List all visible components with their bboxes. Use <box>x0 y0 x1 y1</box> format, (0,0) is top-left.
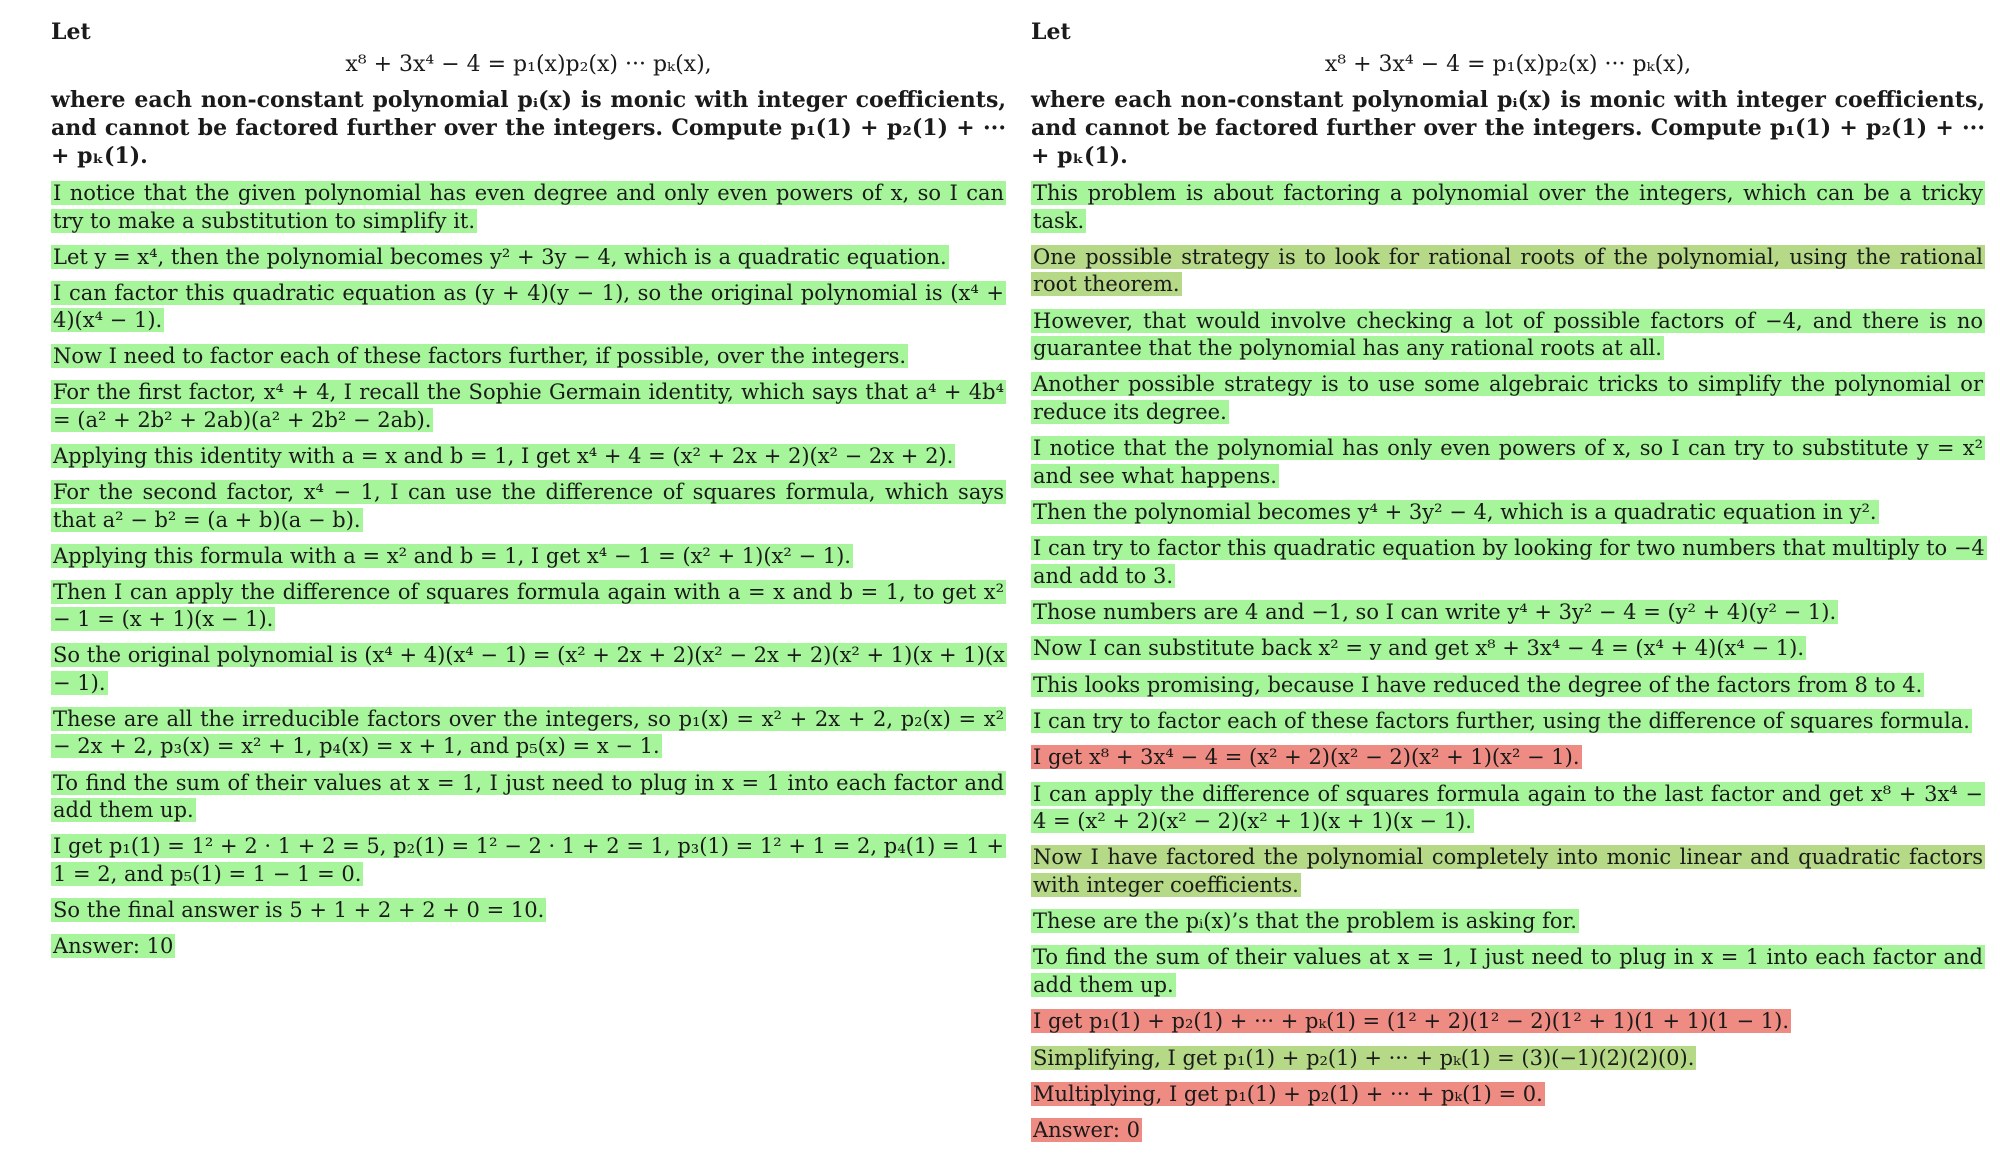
solution-step <box>1031 180 1985 235</box>
solution-step <box>51 897 1006 925</box>
step-highlight-good: I can factor this quadratic equation as (y + 4)(y − 1), so the original polynomial is (x⁴ + 4)(x⁴ − 1). <box>53 280 1004 333</box>
step-highlight-good: Now I can substitute back x² = y and get x⁸ + 3x⁴ − 4 = (x⁴ + 4)(x⁴ − 1). <box>1033 636 1804 661</box>
solution-step <box>51 180 1006 235</box>
step-highlight-neutral: One possible strategy is to look for rational roots of the polynomial, using the rational root theorem. <box>1033 244 1983 297</box>
problem-equation: x⁸ + 3x⁴ − 4 = p₁(x)p₂(x) ··· pₖ(x), <box>1324 52 1692 77</box>
problem-statement: where each non-constant polynomial pᵢ(x) is monic with integer coefficients, and cannot be factored further over the integers. Compute p₁(1) + p₂(1) + ··· + pₖ(1). <box>1031 87 1985 169</box>
solution-step <box>1031 908 1985 936</box>
step-highlight-neutral: Now I have factored the polynomial completely into monic linear and quadratic factors with integer coefficients. <box>1033 845 1983 897</box>
step-highlight-good: So the final answer is 5 + 1 + 2 + 2 + 0 = 10. <box>53 897 545 922</box>
step-highlight-good: I can apply the difference of squares formula again to the last factor and get x⁸ + 3x⁴ − 4 = (x² + 2)(x² − 2)(x² + 1)(x + 1)(x − 1). <box>1033 781 1983 834</box>
solution-step <box>1031 1008 1985 1036</box>
step-highlight-good: I notice that the given polynomial has even degree and only even powers of x, so I can try to make a substitution to simplify it. <box>53 181 1004 233</box>
solution-step <box>1031 672 1985 700</box>
solution-step <box>1031 1045 1985 1073</box>
step-highlight-good: Now I need to factor each of these factors further, if possible, over the integers. <box>53 344 907 369</box>
solution-steps <box>1031 180 1985 1145</box>
solution-step <box>1031 499 1985 527</box>
let-heading: Let <box>51 19 91 45</box>
step-highlight-good: For the second factor, x⁴ − 1, I can use the difference of squares formula, which says that a² − b² = (a + b)(a − b). <box>53 480 1004 532</box>
step-highlight-good: To find the sum of their values at x = 1, I just need to plug in x = 1 into each factor and add them up. <box>1033 945 1983 997</box>
solution-step <box>1031 599 1985 627</box>
problem-equation: x⁸ + 3x⁴ − 4 = p₁(x)p₂(x) ··· pₖ(x), <box>345 52 712 77</box>
step-highlight-good: Then the polynomial becomes y⁴ + 3y² − 4, which is a quadratic equation in y². <box>1033 499 1877 524</box>
step-highlight-good: I get p₁(1) = 1² + 2 · 1 + 2 = 5, p₂(1) = 1² − 2 · 1 + 2 = 1, p₃(1) = 1² + 1 = 2, p₄(1) = 1 + 1 = 2, and p₅(1) = 1 − 1 = 0. <box>53 834 1004 886</box>
step-highlight-good: Applying this identity with a = x and b = 1, I get x⁴ + 4 = (x² + 2x + 2)(x² − 2x + 2). <box>53 443 954 468</box>
let-heading: Let <box>1031 19 1071 45</box>
solution-step <box>51 543 1006 571</box>
solution-step <box>1031 244 1985 299</box>
solution-step <box>51 706 1006 761</box>
step-highlight-good: Applying this formula with a = x² and b = 1, I get x⁴ − 1 = (x² + 1)(x² − 1). <box>53 543 851 568</box>
right-solution-column <box>1031 0 1985 1153</box>
left-solution-column <box>51 0 1006 969</box>
step-highlight-good: Another possible strategy is to use some algebraic tricks to simplify the polynomial or reduce its degree. <box>1033 372 1983 424</box>
solution-step <box>51 443 1006 471</box>
step-highlight-good: This problem is about factoring a polynomial over the integers, which can be a tricky task. <box>1033 181 1983 233</box>
solution-step <box>51 770 1006 825</box>
solution-step <box>51 343 1006 371</box>
solution-step <box>1031 781 1985 836</box>
step-highlight-good: Those numbers are 4 and −1, so I can write y⁴ + 3y² − 4 = (y² + 4)(y² − 1). <box>1033 600 1837 625</box>
step-highlight-good: To find the sum of their values at x = 1, I just need to plug in x = 1 into each factor and add them up. <box>53 770 1004 823</box>
solution-step <box>1031 844 1985 899</box>
solution-step <box>1031 308 1985 363</box>
step-highlight-good: So the original polynomial is (x⁴ + 4)(x⁴ − 1) = (x² + 2x + 2)(x² − 2x + 2)(x² + 1)(x + 1)(x − 1). <box>53 643 1005 695</box>
solution-step <box>1031 371 1985 426</box>
solution-step <box>51 579 1006 634</box>
solution-step <box>51 642 1006 697</box>
step-highlight-good: I can try to factor each of these factors further, using the difference of squares formula. <box>1033 708 1970 733</box>
step-highlight-bad: I get p₁(1) + p₂(1) + ··· + pₖ(1) = (1² + 2)(1² − 2)(1² + 1)(1 + 1)(1 − 1). <box>1033 1009 1790 1034</box>
solution-step <box>51 379 1006 434</box>
solution-step <box>1031 708 1985 736</box>
step-highlight-good: Then I can apply the difference of squares formula again with a = x and b = 1, to get x² − 1 = (x + 1)(x − 1). <box>53 579 1004 632</box>
step-highlight-bad: Multiplying, I get p₁(1) + p₂(1) + ··· + pₖ(1) = 0. <box>1033 1081 1543 1106</box>
step-highlight-good: These are the pᵢ(x)’s that the problem is asking for. <box>1033 909 1577 934</box>
step-highlight-good: Answer: 10 <box>53 933 174 958</box>
solution-steps <box>51 180 1006 960</box>
solution-step <box>51 280 1006 335</box>
problem-statement: where each non-constant polynomial pᵢ(x) is monic with integer coefficients, and cannot be factored further over the integers. Compute p₁(1) + p₂(1) + ··· + pₖ(1). <box>51 87 1006 169</box>
step-highlight-good: However, that would involve checking a lot of possible factors of −4, and there is no guarantee that the polynomial has any rational roots at all. <box>1033 308 1983 361</box>
solution-step <box>1031 744 1985 772</box>
solution-step <box>51 244 1006 272</box>
step-highlight-good: This looks promising, because I have reduced the degree of the factors from 8 to 4. <box>1033 672 1923 697</box>
solution-step <box>1031 944 1985 999</box>
solution-step <box>1031 535 1985 590</box>
solution-step <box>1031 635 1985 663</box>
step-highlight-good: I notice that the polynomial has only even powers of x, so I can try to substitute y = x² and see what happens. <box>1033 436 1983 488</box>
solution-step <box>51 479 1006 534</box>
step-highlight-good: Let y = x⁴, then the polynomial becomes y² + 3y − 4, which is a quadratic equation. <box>53 244 947 269</box>
step-highlight-bad: Answer: 0 <box>1033 1118 1141 1143</box>
step-highlight-neutral: Simplifying, I get p₁(1) + p₂(1) + ··· + pₖ(1) = (3)(−1)(2)(2)(0). <box>1033 1045 1695 1070</box>
solution-step <box>51 833 1006 888</box>
step-highlight-good: For the first factor, x⁴ + 4, I recall the Sophie Germain identity, which says that a⁴ + 4b⁴ = (a² + 2b² + 2ab)(a² + 2b² − 2ab). <box>53 380 1004 432</box>
solution-step <box>1031 435 1985 490</box>
solution-step <box>1031 1117 1985 1145</box>
solution-step <box>51 933 1006 961</box>
step-highlight-bad: I get x⁸ + 3x⁴ − 4 = (x² + 2)(x² − 2)(x² + 1)(x² − 1). <box>1033 745 1580 770</box>
step-highlight-good: These are all the irreducible factors over the integers, so p₁(x) = x² + 2x + 2, p₂(x) = x² − 2x + 2, p₃(x) = x² + 1, p₄(x) = x + 1, and p₅(x) = x − 1. <box>53 706 1004 759</box>
solution-step <box>1031 1081 1985 1109</box>
step-highlight-good: I can try to factor this quadratic equation by looking for two numbers that multiply to −4 and add to 3. <box>1033 536 1985 588</box>
